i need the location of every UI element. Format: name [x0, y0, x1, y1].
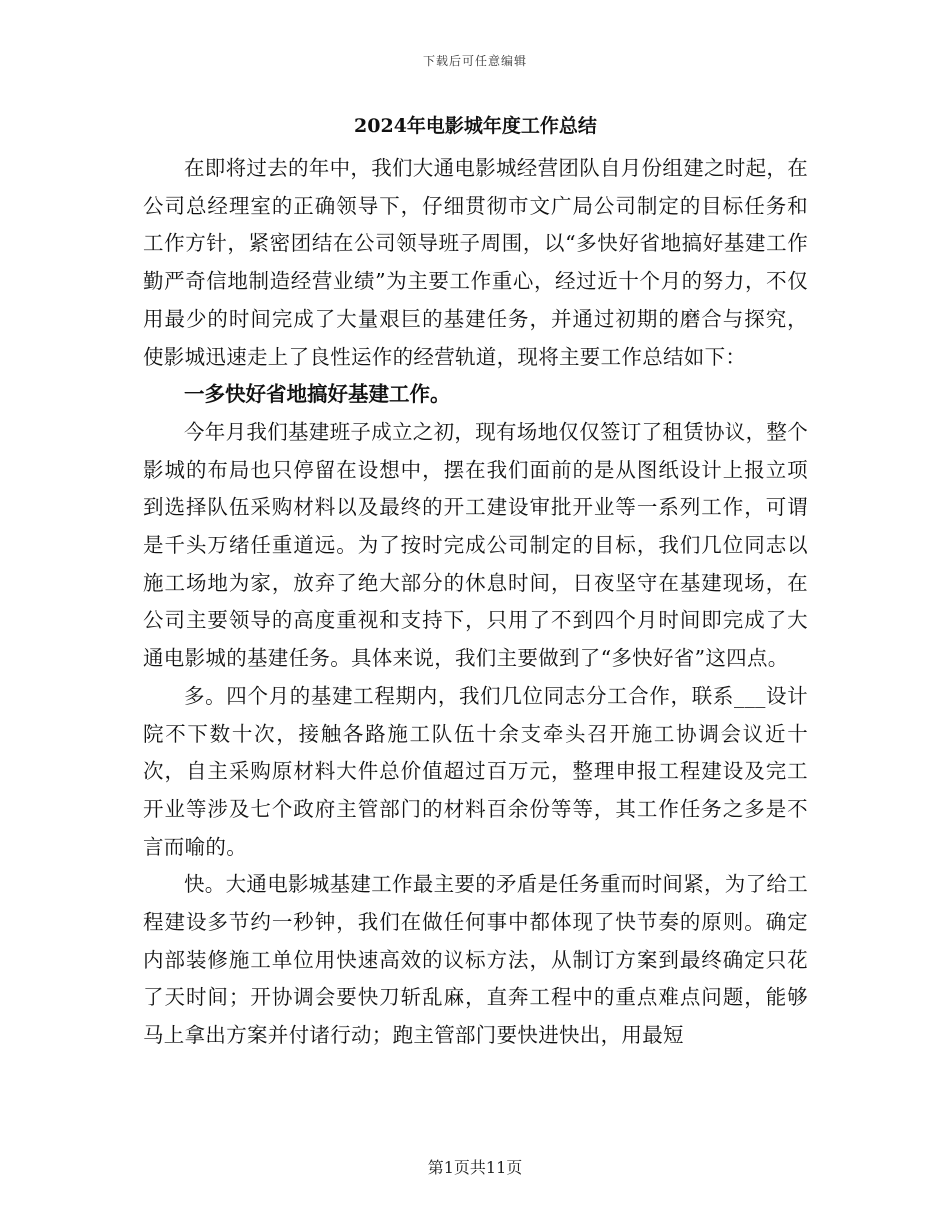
section-heading-infrastructure: 一多快好省地搞好基建工作。	[184, 382, 451, 407]
page-header-note: 下载后可任意编辑	[422, 54, 527, 68]
paragraph-infrastructure-overview: 今年月我们基建班子成立之初，现有场地仅仅签订了租赁协议，整个影城的布局也只停留在设想中，摆在我们面前的是从图纸设计上报立项到选择队伍采购材料以及最终的开工建设审批开业等一系列工作，可谓是千头万绪任重道远。为了按时完成公司制定的目标，我们几位同志以施工场地为家，放弃了绝大部分的休息时间，日夜坚守在基建现场，在公司主要领导的高度重视和支持下，只用了不到四个月时间即完成了大通电影城的基建任务。具体来说，我们主要做到了“多快好省”这四点。	[143, 419, 808, 671]
document-body	[143, 110, 808, 1055]
page-number: 第1页共11页	[427, 1158, 523, 1177]
paragraph-kuai: 快。大通电影城基建工作最主要的矛盾是任务重而时间紧，为了给工程建设多节约一秒钟，我们在做任何事中都体现了快节奏的原则。确定内部装修施工单位用快速高效的议标方法，从制订方案到最终确定只花了天时间；开协调会要快刀斩乱麻，直奔工程中的重点难点问题，能够马上拿出方案并付诸行动；跑主管部门要快进快出，用最短	[143, 872, 808, 1048]
paragraph-intro: 在即将过去的年中，我们大通电影城经营团队自月份组建之时起，在公司总经理室的正确领导下，仔细贯彻市文广局公司制定的目标任务和工作方针，紧密团结在公司领导班子周围，以“多快好省地搞好基建工作勤严奇信地制造经营业绩”为主要工作重心，经过近十个月的努力，不仅用最少的时间完成了大量艰巨的基建任务，并通过初期的磨合与探究，使影城迅速走上了良性运作的经营轨道，现将主要工作总结如下：	[143, 156, 808, 369]
document-title: 2024年电影城年度工作总结	[354, 115, 597, 137]
paragraph-duo: 多。四个月的基建工程期内，我们几位同志分工合作，联系___设计院不下数十次，接触各路施工队伍十余支牵头召开施工协调会议近十次，自主采购原材料大件总价值超过百万元，整理申报工程建设及完工开业等涉及七个政府主管部门的材料百余份等等，其工作任务之多是不言而喻的。	[143, 683, 808, 859]
